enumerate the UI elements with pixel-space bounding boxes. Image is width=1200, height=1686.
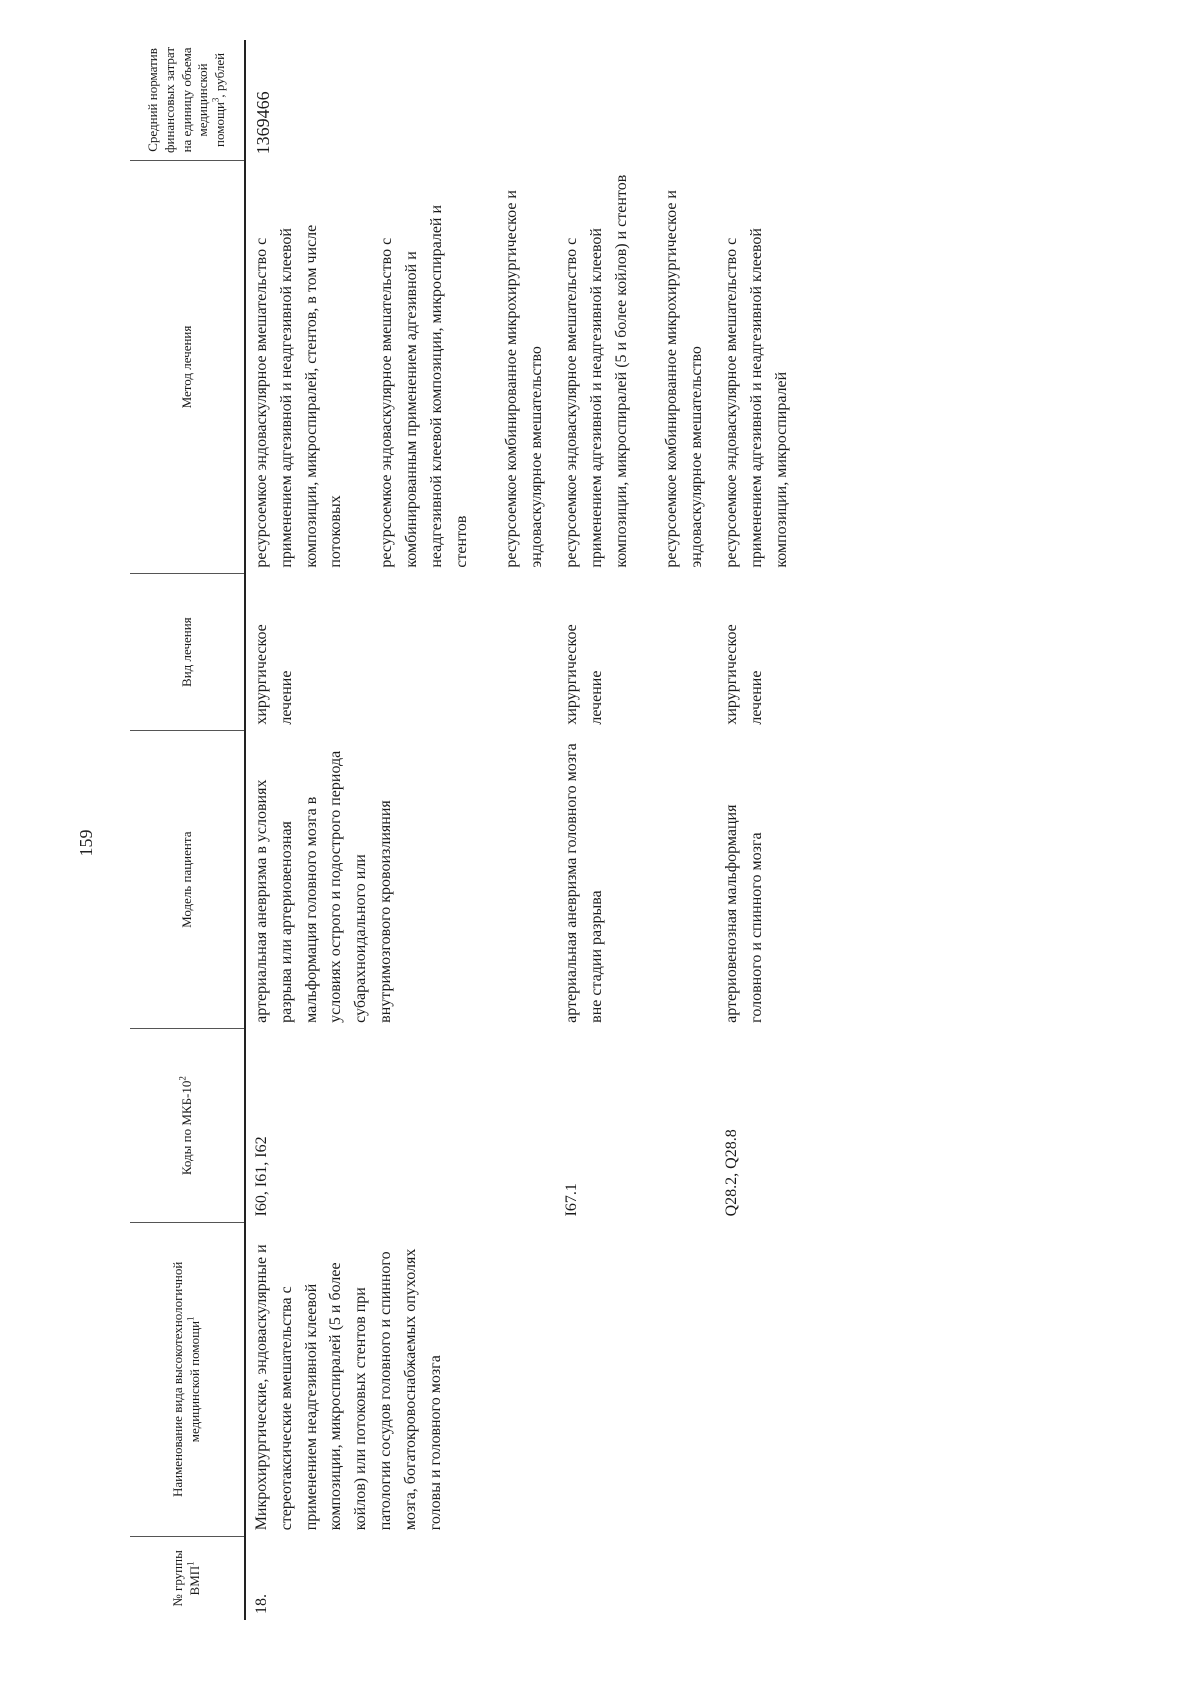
cell-group-no: 18.	[253, 1594, 270, 1614]
cell-patient-model: артериовенозная мальформация головного и спинного мозга	[722, 804, 765, 1023]
method-item: ресурсоемкое эндоваскулярное вмешательство с применением адгезивной и неадгезивной клеевой композиции, микроспиралей, стентов, в том числе потоковых	[253, 224, 345, 568]
page-number: 159	[76, 829, 96, 857]
header-patient-model: Модель пациента	[130, 731, 245, 1029]
cell-treatment-method	[554, 160, 714, 573]
header-vmp-name: Наименование вида высокотехнологичной медицинской помощи$^1$	[130, 1222, 245, 1536]
method-item: ресурсоемкое комбинированное микрохирургическое и эндоваскулярное вмешательство	[663, 190, 706, 568]
cell-patient-model: артериальная аневризма в условиях разрыва или артериовенозная мальформация головного мозга в условиях острого и подострого периода субарахноидального или внутримозгового кровоизлияния	[253, 750, 394, 1023]
cell-treatment-kind: хирургическое лечение	[253, 624, 295, 725]
cell-vmp-name: Микрохирургические, эндоваскулярные и стереотаксические вмешательства с применением неадгезивной клеевой композиции, микроспиралей (5 и более койлов) или потоковых стентов при патологии сосудов головного и спинного мозга, богатокровоснабжаемых опухолях головы и головного мозга	[253, 1244, 444, 1531]
cell-icd-codes: I60, I61, I62	[253, 1136, 270, 1217]
table-row	[714, 40, 798, 1620]
rotated-table-sheet	[130, 40, 1160, 1620]
table-header-row	[130, 40, 245, 1620]
vmp-table	[130, 40, 798, 1620]
cell-icd-codes: Q28.2, Q28.8	[722, 1129, 740, 1217]
cell-icd-codes: I67.1	[562, 1183, 580, 1217]
cell-cost: 1369466	[253, 91, 273, 155]
method-item: ресурсоемкое эндоваскулярное вмешательство с применением адгезивной и неадгезивной клеевой композиции, микроспиралей (5 и более койлов) и стентов	[562, 174, 630, 568]
header-group-no: № группы ВМП$^1$	[130, 1536, 245, 1620]
cell-treatment-kind: хирургическое лечение	[722, 624, 765, 725]
header-cost: Средний норматив финансовых затрат на единицу объема медицинской помощи$^3$, рублей	[130, 40, 245, 160]
cell-treatment-kind: хирургическое лечение	[562, 624, 605, 725]
header-treatment-method: Метод лечения	[130, 160, 245, 573]
method-item: ресурсоемкое эндоваскулярное вмешательство с комбинированным применением адгезивной и неадгезивной клеевой композиции, микроспиралей и стентов	[378, 204, 470, 568]
cell-treatment-method	[245, 160, 554, 573]
method-item: ресурсоемкое эндоваскулярное вмешательство с применением адгезивной и неадгезивной клеевой композиции, микроспиралей	[722, 228, 790, 568]
header-icd-codes: Коды по МКБ-$10^2$	[130, 1029, 245, 1223]
cell-treatment-method	[714, 160, 798, 573]
header-treatment-kind: Вид лечения	[130, 574, 245, 731]
cell-patient-model: артериальная аневризма головного мозга вне стадии разрыва	[562, 743, 605, 1023]
method-item: ресурсоемкое комбинированное микрохирургическое и эндоваскулярное вмешательство	[503, 190, 546, 568]
table-row	[245, 40, 554, 1620]
table-row	[554, 40, 714, 1620]
